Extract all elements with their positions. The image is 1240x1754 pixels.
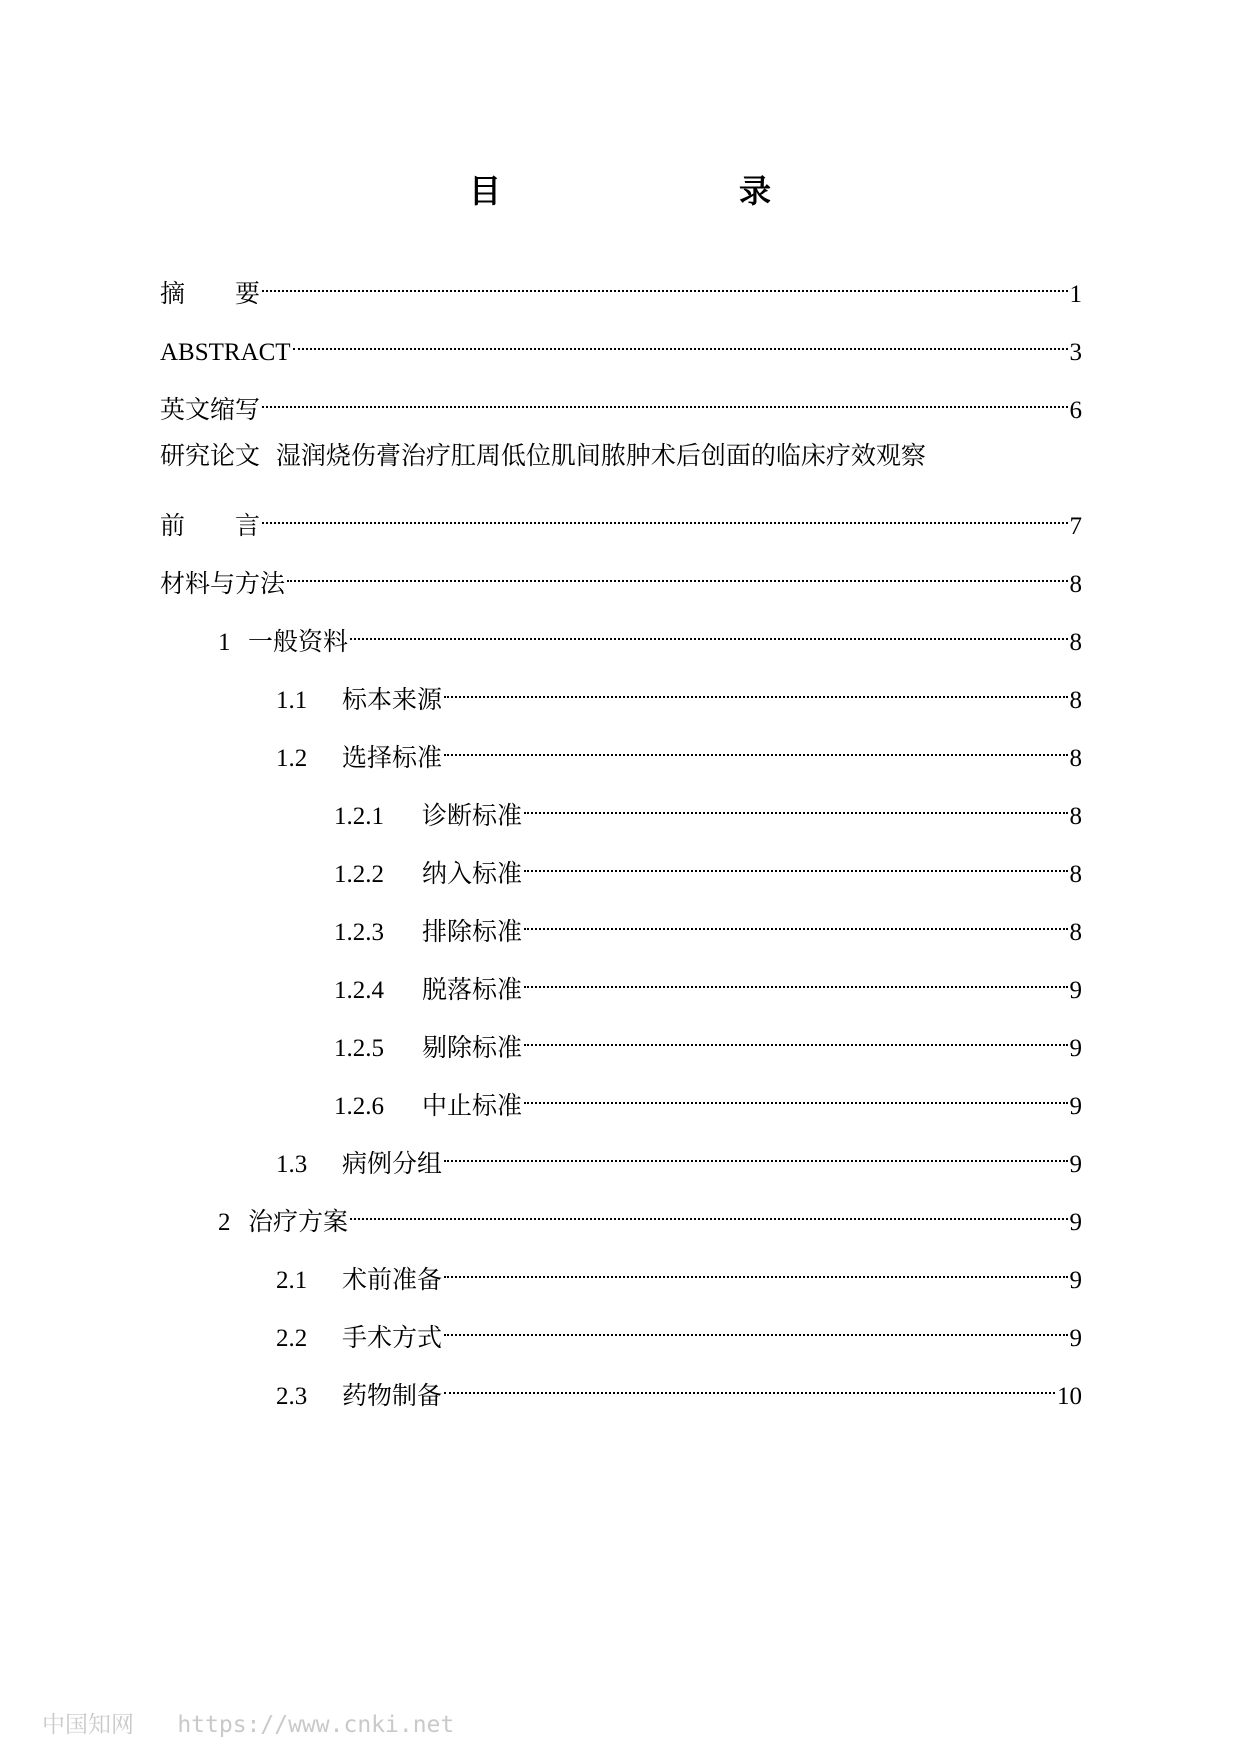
toc-entry-dropout-criteria[interactable] bbox=[334, 958, 1082, 1004]
toc-entry-abstract-cn[interactable] bbox=[160, 262, 1082, 308]
toc-entry-label: 治疗方案 bbox=[248, 1207, 349, 1236]
toc-entry-number: 1.2.5 bbox=[334, 1035, 384, 1062]
toc-leader-dots bbox=[444, 668, 1067, 708]
toc-entry-label: 纳入标准 bbox=[422, 859, 523, 888]
toc-entry-label: 摘 要 bbox=[160, 279, 261, 308]
toc-entry-label: 一般资料 bbox=[248, 627, 349, 656]
toc-entry-surgical-method[interactable] bbox=[276, 1306, 1082, 1352]
toc-entry-number: 1.1 bbox=[276, 687, 308, 714]
toc-entry-label: 英文缩写 bbox=[160, 395, 261, 424]
toc-entry-number: 1.2.6 bbox=[334, 1093, 384, 1120]
toc-entry-abbreviations[interactable] bbox=[160, 378, 1082, 424]
toc-entry-elimination-criteria[interactable] bbox=[334, 1016, 1082, 1062]
toc-leader-dots bbox=[262, 262, 1067, 302]
toc-entry-page: 7 bbox=[1069, 513, 1082, 540]
toc-entry-page: 9 bbox=[1069, 1093, 1082, 1120]
toc-entry-abstract-en[interactable] bbox=[160, 320, 1082, 366]
toc-entry-page: 10 bbox=[1057, 1383, 1082, 1410]
toc-entry-number: 2.2 bbox=[276, 1325, 308, 1352]
toc-entry-treatment-plan[interactable] bbox=[218, 1190, 1082, 1236]
toc-leader-dots bbox=[444, 1306, 1067, 1346]
toc-entry-page: 8 bbox=[1069, 919, 1082, 946]
toc-entry-number: 1.2.4 bbox=[334, 977, 384, 1004]
toc-leader-dots bbox=[262, 378, 1067, 418]
toc-entry-page: 8 bbox=[1069, 687, 1082, 714]
toc-entry-label: 前 言 bbox=[160, 511, 261, 540]
toc-entry-page: 9 bbox=[1069, 1035, 1082, 1062]
toc-entry-preoperative-prep[interactable] bbox=[276, 1248, 1082, 1294]
toc-entry-label: 剔除标准 bbox=[422, 1033, 523, 1062]
toc-leader-dots bbox=[444, 1364, 1055, 1404]
toc-entry-inclusion-criteria[interactable] bbox=[334, 842, 1082, 888]
toc-entry-label: 诊断标准 bbox=[422, 801, 523, 830]
toc-entry-number: 1.3 bbox=[276, 1151, 308, 1178]
toc-entry-number: 1.2 bbox=[276, 745, 308, 772]
toc-entry-page: 8 bbox=[1069, 861, 1082, 888]
toc-entry-specimen-source[interactable] bbox=[276, 668, 1082, 714]
toc-entry-case-grouping[interactable] bbox=[276, 1132, 1082, 1178]
toc-leader-dots bbox=[524, 842, 1067, 882]
toc-entry-label: 排除标准 bbox=[422, 917, 523, 946]
toc-entry-diagnostic-criteria[interactable] bbox=[334, 784, 1082, 830]
toc-entry-number: 1.2.2 bbox=[334, 861, 384, 888]
toc-leader-dots bbox=[524, 900, 1067, 940]
toc-entry-number: 2.3 bbox=[276, 1383, 308, 1410]
toc-entry-page: 9 bbox=[1069, 1151, 1082, 1178]
toc-leader-dots bbox=[350, 1190, 1067, 1230]
toc-entry-label: 标本来源 bbox=[342, 685, 443, 714]
toc-entry-page: 9 bbox=[1069, 1209, 1082, 1236]
toc-leader-dots bbox=[524, 1074, 1067, 1114]
toc-leader-dots bbox=[350, 610, 1067, 650]
toc-entry-page: 8 bbox=[1069, 803, 1082, 830]
toc-leader-dots bbox=[293, 320, 1068, 360]
toc-entry-exclusion-criteria[interactable] bbox=[334, 900, 1082, 946]
toc-entry-label: 术前准备 bbox=[342, 1265, 443, 1294]
toc-entry-selection-criteria[interactable] bbox=[276, 726, 1082, 772]
toc-entry-materials-methods[interactable] bbox=[160, 552, 1082, 598]
toc-entry-page: 6 bbox=[1069, 397, 1082, 424]
toc-entry-page: 8 bbox=[1069, 745, 1082, 772]
toc-leader-dots bbox=[262, 494, 1067, 534]
toc-entry-label: 选择标准 bbox=[342, 743, 443, 772]
toc-entry-page: 1 bbox=[1069, 281, 1082, 308]
toc-entry-number: 1 bbox=[218, 629, 231, 656]
toc-entry-label: 病例分组 bbox=[342, 1149, 443, 1178]
toc-entry-page: 8 bbox=[1069, 571, 1082, 598]
toc-entry-label: 材料与方法 bbox=[160, 569, 286, 598]
toc-leader-dots bbox=[524, 958, 1067, 998]
toc-leader-dots bbox=[444, 1132, 1067, 1172]
toc-entry-label: 药物制备 bbox=[342, 1381, 443, 1410]
watermark-url: https://www.cnki.net bbox=[177, 1712, 455, 1738]
toc-leader-dots bbox=[444, 726, 1067, 766]
toc-entry-number: 2 bbox=[218, 1209, 231, 1236]
toc-entry-page: 3 bbox=[1069, 339, 1082, 366]
toc-entry-page: 8 bbox=[1069, 629, 1082, 656]
toc-entry-label: ABSTRACT bbox=[160, 339, 291, 366]
toc-entry-general-data[interactable] bbox=[218, 610, 1082, 656]
toc-entry-page: 9 bbox=[1069, 977, 1082, 1004]
toc-entry-label: 研究论文 湿润烧伤膏治疗肛周低位肌间脓肿术后创面的临床疗效观察 bbox=[160, 441, 926, 470]
toc-entry-number: 2.1 bbox=[276, 1267, 308, 1294]
cnki-watermark bbox=[42, 1706, 454, 1739]
toc-entry-research-paper[interactable] bbox=[160, 436, 1082, 476]
toc-leader-dots bbox=[444, 1248, 1067, 1288]
toc-leader-dots bbox=[524, 1016, 1067, 1056]
toc-entry-label: 脱落标准 bbox=[422, 975, 523, 1004]
toc-entry-number: 1.2.3 bbox=[334, 919, 384, 946]
toc-entry-page: 9 bbox=[1069, 1325, 1082, 1352]
toc-entry-drug-preparation[interactable] bbox=[276, 1364, 1082, 1410]
toc-entry-termination-criteria[interactable] bbox=[334, 1074, 1082, 1120]
toc-entry-preface[interactable] bbox=[160, 494, 1082, 540]
toc-entry-page: 9 bbox=[1069, 1267, 1082, 1294]
toc-entry-label: 手术方式 bbox=[342, 1323, 443, 1352]
toc-entry-number: 1.2.1 bbox=[334, 803, 384, 830]
watermark-brand: 中国知网 bbox=[42, 1712, 134, 1738]
toc-leader-dots bbox=[524, 784, 1067, 824]
page-title: 目 录 bbox=[468, 172, 829, 210]
toc-entry-label: 中止标准 bbox=[422, 1091, 523, 1120]
toc-leader-dots bbox=[287, 552, 1067, 592]
